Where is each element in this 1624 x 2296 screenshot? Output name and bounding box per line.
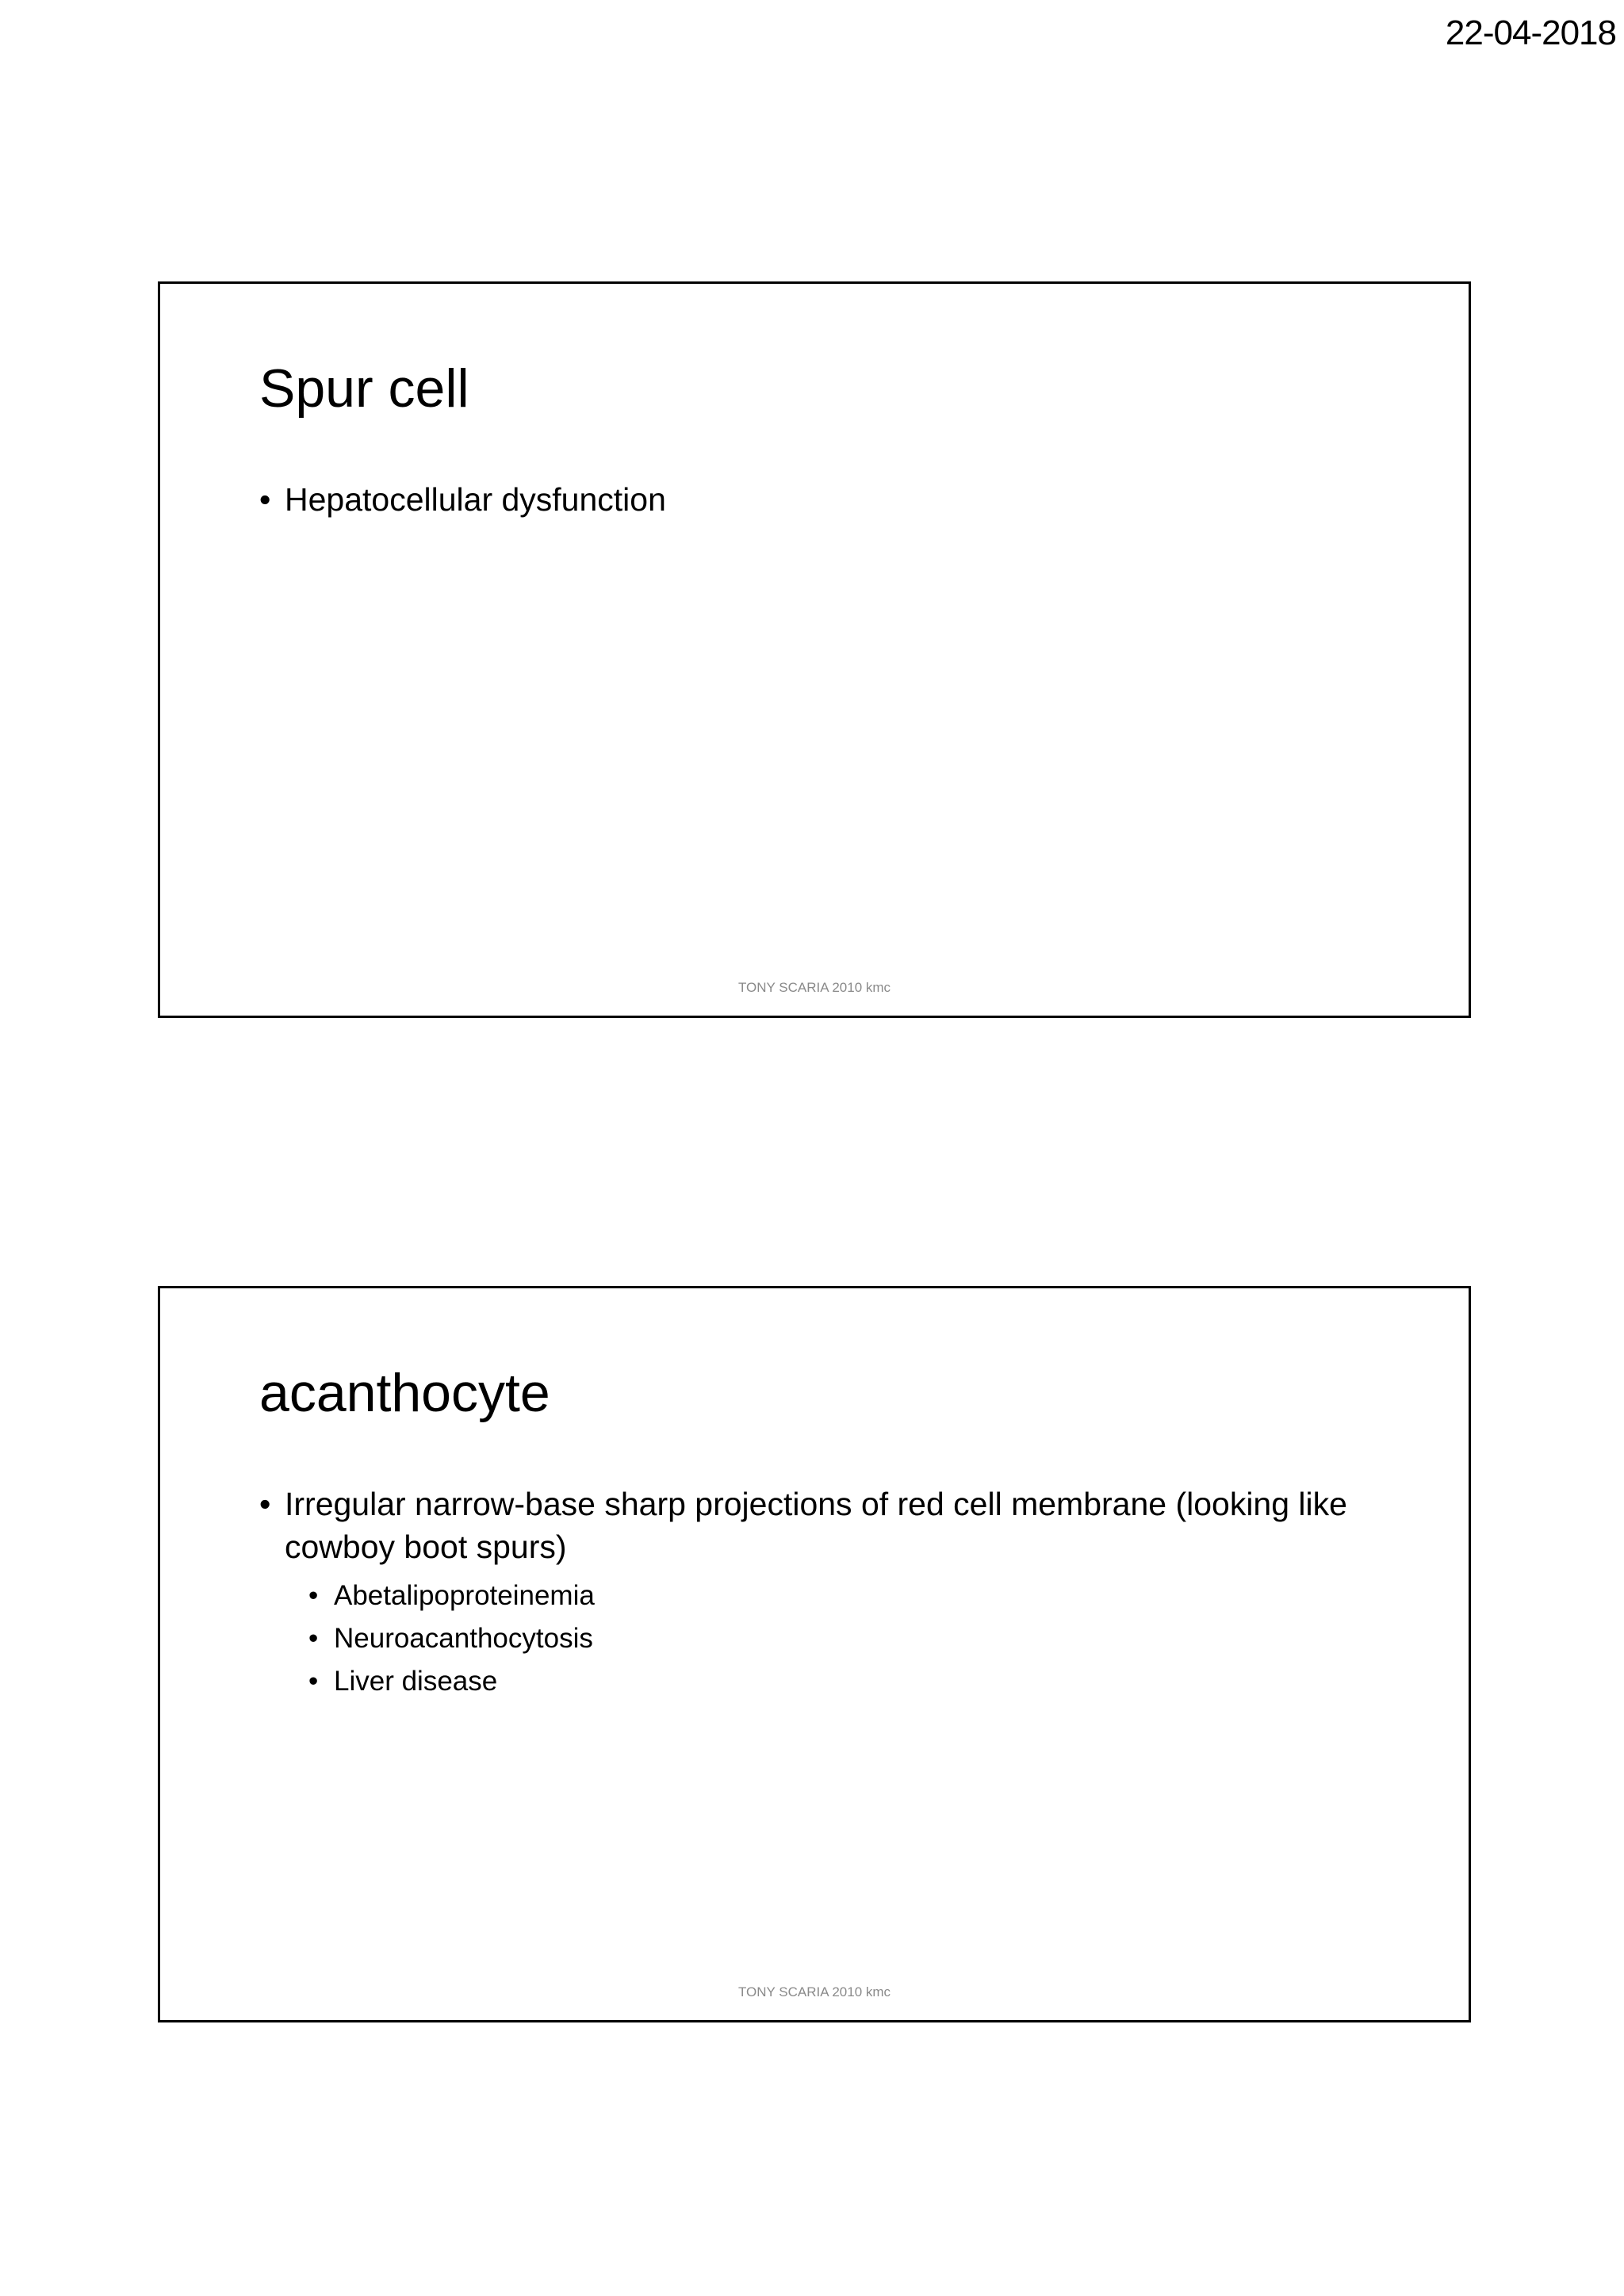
slide-footer: TONY SCARIA 2010 kmc — [737, 980, 891, 995]
sub-bullet-item: • Liver disease — [308, 1660, 1358, 1703]
bullet-list — [259, 478, 1358, 521]
bullet-item: • Hepatocellular dysfunction — [259, 478, 1358, 521]
slide-spur-cell — [158, 281, 1471, 1018]
slide-title: Spur cell — [259, 358, 469, 419]
slide-title: acanthocyte — [259, 1363, 550, 1423]
slide-acanthocyte — [158, 1286, 1471, 2022]
slide-footer: TONY SCARIA 2010 kmc — [737, 1984, 891, 1999]
bullet-item — [259, 1483, 1358, 1703]
sub-bullet-list — [308, 1575, 1358, 1703]
sub-bullet-item: • Abetalipoproteinemia — [308, 1575, 1358, 1617]
bullet-list — [259, 1483, 1358, 1703]
bullet-text: Irregular narrow-base sharp projections of red cell membrane (looking like cowboy boot spurs) — [285, 1486, 1347, 1565]
sub-bullet-item: • Neuroacanthocytosis — [308, 1617, 1358, 1660]
page-date: 22-04-2018 — [1445, 13, 1616, 52]
